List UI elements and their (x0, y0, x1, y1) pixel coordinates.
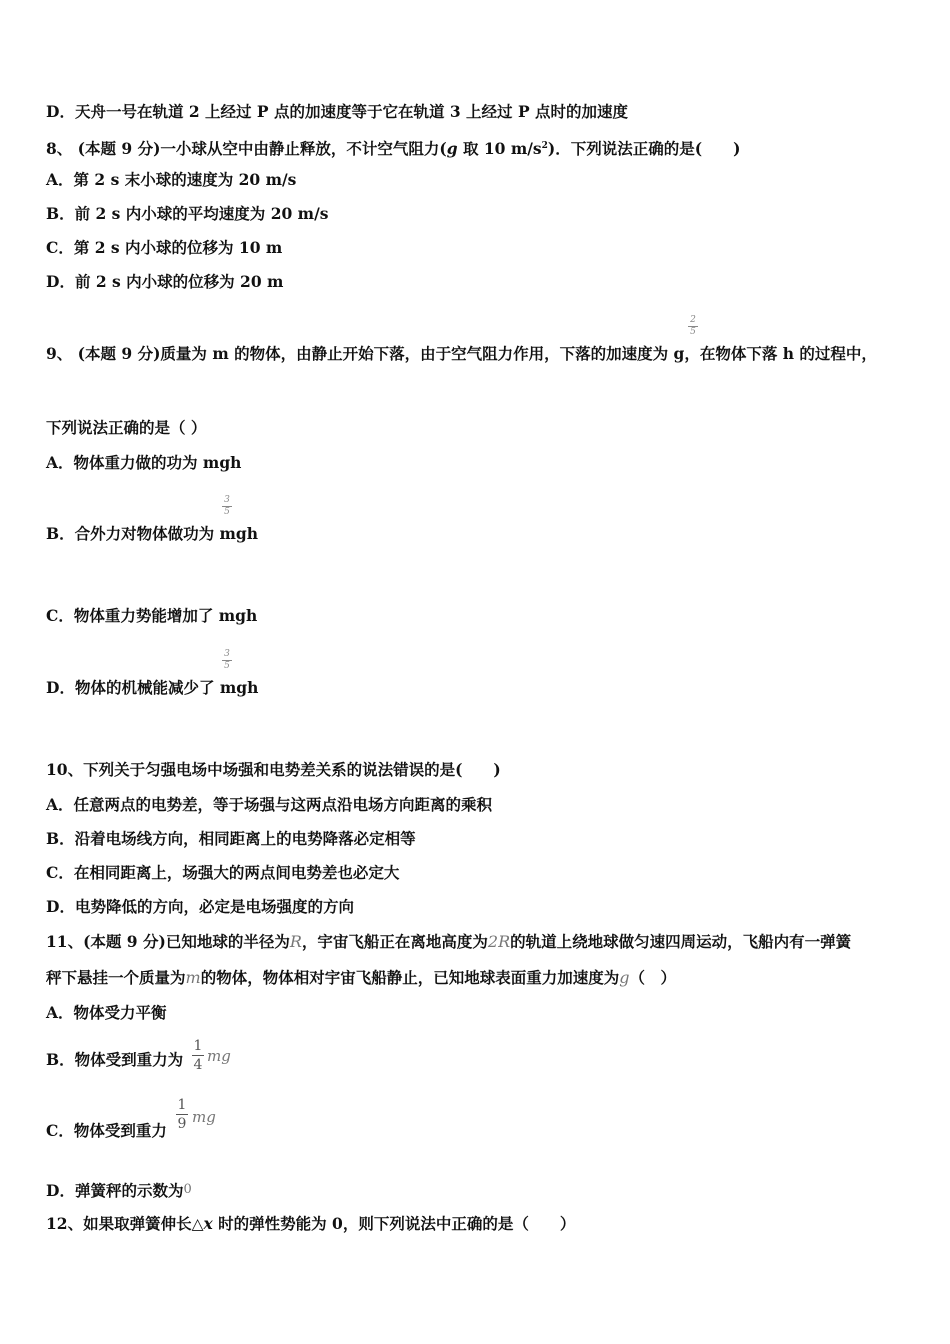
q11-option-b-fraction: 1 4 (193, 1038, 203, 1073)
q9-option-b: B．合外力对物体做功为 mgh (46, 524, 259, 543)
q9-option-b-fraction: 3 5 (222, 496, 232, 517)
q10-option-a: A．任意两点的电势差，等于场强与这两点沿电场方向距离的乘积 (46, 795, 493, 814)
q10-stem: 10、下列关于匀强电场中场强和电势差关系的说法错误的是( ) (46, 760, 501, 779)
q9-option-c: C．物体重力势能增加了 mgh (46, 606, 258, 625)
q9-acceleration-fraction: 2 5 (688, 316, 698, 337)
q11-option-d: D．弹簧秤的示数为0 (46, 1181, 192, 1200)
q10-option-d: D．电势降低的方向，必定是电场强度的方向 (46, 897, 354, 916)
q10-option-b: B．沿着电场线方向，相同距离上的电势降落必定相等 (46, 829, 416, 848)
q9-stem: 9、 (本题 9 分)质量为 m 的物体，由静止开始下落，由于空气阻力作用，下落的加速度为 g，在物体下落 h 的过程中， (46, 344, 877, 363)
q8-option-c: C．第 2 s 内小球的位移为 10 m (46, 238, 283, 257)
q7-option-d: D．天舟一号在轨道 2 上经过 P 点的加速度等于它在轨道 3 上经过 P 点时的加速度 (46, 102, 628, 121)
q8-option-a: A．第 2 s 末小球的速度为 20 m/s (46, 170, 297, 189)
q8-option-b: B．前 2 s 内小球的平均速度为 20 m/s (46, 204, 329, 223)
q8-option-d: D．前 2 s 内小球的位移为 20 m (46, 272, 284, 291)
q8-stem: 8、 (本题 9 分)一小球从空中由静止释放，不计空气阻力(g 取 10 $m/s^2$)．下列说法正确的是( ) (46, 139, 741, 159)
q11-option-c-fraction: 1 9 (177, 1097, 187, 1132)
q11-option-b-mg: mg (207, 1047, 231, 1065)
q11-option-b: B．物体受到重力为 (46, 1050, 184, 1069)
q11-option-c-mg: mg (192, 1108, 216, 1126)
q11-stem-continued: 秤下悬挂一个质量为m的物体，物体相对宇宙飞船静止，已知地球表面重力加速度为g（ ） (46, 968, 676, 987)
q11-option-a: A．物体受力平衡 (46, 1003, 167, 1022)
q9-option-d: D．物体的机械能减少了 mgh (46, 678, 259, 697)
q11-option-c: C．物体受到重力 (46, 1121, 167, 1140)
q9-stem-continued: 下列说法正确的是（ ） (46, 418, 207, 437)
q9-option-a: A．物体重力做的功为 mgh (46, 453, 242, 472)
q9-option-d-fraction: 3 5 (222, 650, 232, 671)
q10-option-c: C．在相同距离上，场强大的两点间电势差也必定大 (46, 863, 400, 882)
q11-stem: 11、(本题 9 分)已知地球的半径为R，宇宙飞船正在离地高度为2R的轨道上绕地球做匀速四周运动，飞船内有一弹簧 (46, 932, 852, 951)
q12-stem: 12、如果取弹簧伸长△x 时的弹性势能为 0，则下列说法中正确的是（ ） (46, 1214, 576, 1233)
